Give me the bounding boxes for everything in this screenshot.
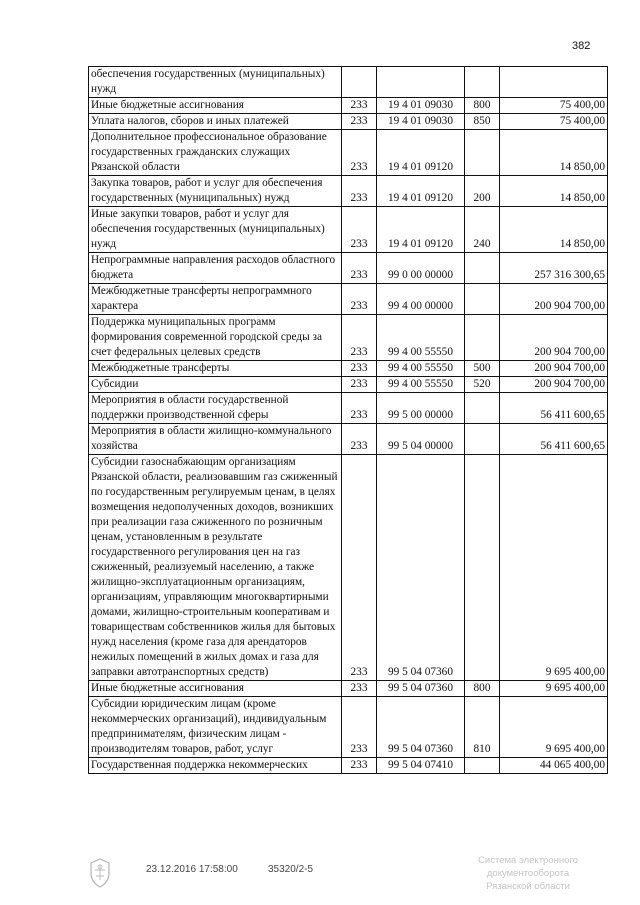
- cell-expense-type: [465, 393, 500, 424]
- cell-expense-type: [465, 424, 500, 455]
- cell-target-article: 99 4 00 55550: [377, 377, 465, 393]
- cell-ministry-code: 233: [342, 114, 377, 130]
- cell-target-article: 19 4 01 09030: [377, 98, 465, 114]
- cell-ministry-code: 233: [342, 207, 377, 253]
- budget-table-body: [89, 67, 608, 774]
- cell-ministry-code: [342, 67, 377, 98]
- cell-amount: 14 850,00: [500, 130, 608, 176]
- cell-amount: 9 695 400,00: [500, 681, 608, 697]
- cell-name: Субсидии газоснабжающим организациям Рязанской области, реализовавшим газ сжиженный по государственным регулируемым ценам, в целях возмещения недополученных доходов, возникших при реализации газа сжиженного по розничным ценам, установленным в результате государственного регулирования цен на газ сжиженный, реализуемый населению, а также жилищно-эксплуатационным организациям, организациям, управляющим многоквартирными домами, жилищно-строительным кооперативам и товариществам собственников жилья для бытовых нужд населения (кроме газа для арендаторов нежилых помещений в жилых домах и газа для заправки автотранспортных средств): [89, 455, 342, 681]
- cell-name: Уплата налогов, сборов и иных платежей: [89, 114, 342, 130]
- budget-table: [88, 66, 608, 774]
- cell-amount: 200 904 700,00: [500, 315, 608, 361]
- cell-name: Субсидии юридическим лицам (кроме некоммерческих организаций), индивидуальным предпринимателям, физическим лицам - производителям товаров, работ, услуг: [89, 697, 342, 758]
- stamp-line-1: Система электронного документооборота: [478, 855, 578, 879]
- cell-expense-type: [465, 315, 500, 361]
- cell-expense-type: [465, 130, 500, 176]
- cell-name: Межбюджетные трансферты: [89, 361, 342, 377]
- cell-ministry-code: 233: [342, 377, 377, 393]
- cell-expense-type: [465, 253, 500, 284]
- cell-ministry-code: 233: [342, 176, 377, 207]
- table-row: [89, 130, 608, 176]
- cell-amount: 14 850,00: [500, 176, 608, 207]
- cell-target-article: 19 4 01 09030: [377, 114, 465, 130]
- cell-amount: 200 904 700,00: [500, 361, 608, 377]
- cell-expense-type: 850: [465, 114, 500, 130]
- cell-amount: 200 904 700,00: [500, 377, 608, 393]
- cell-name: Дополнительное профессиональное образование государственных гражданских служащих Рязанской области: [89, 130, 342, 176]
- stamp-line-2: Рязанской области: [486, 881, 570, 892]
- cell-ministry-code: 233: [342, 393, 377, 424]
- watermark-stamp: [438, 854, 618, 893]
- cell-amount: 14 850,00: [500, 207, 608, 253]
- cell-ministry-code: 233: [342, 98, 377, 114]
- cell-name: Субсидии: [89, 377, 342, 393]
- cell-expense-type: 800: [465, 681, 500, 697]
- cell-expense-type: [465, 455, 500, 681]
- document-number: 35320/2-5: [268, 864, 314, 875]
- table-row: [89, 377, 608, 393]
- cell-name: Иные бюджетные ассигнования: [89, 681, 342, 697]
- cell-expense-type: 200: [465, 176, 500, 207]
- cell-ministry-code: 233: [342, 697, 377, 758]
- cell-name: Непрограммные направления расходов областного бюджета: [89, 253, 342, 284]
- table-row: [89, 98, 608, 114]
- cell-target-article: 99 5 04 07360: [377, 681, 465, 697]
- table-row: [89, 114, 608, 130]
- cell-expense-type: 500: [465, 361, 500, 377]
- table-row: [89, 284, 608, 315]
- cell-name: Мероприятия в области государственной поддержки производственной сферы: [89, 393, 342, 424]
- cell-name: Закупка товаров, работ и услуг для обеспечения государственных (муниципальных) нужд: [89, 176, 342, 207]
- cell-amount: 9 695 400,00: [500, 697, 608, 758]
- cell-expense-type: [465, 758, 500, 774]
- cell-amount: 257 316 300,65: [500, 253, 608, 284]
- cell-name: Мероприятия в области жилищно-коммунального хозяйства: [89, 424, 342, 455]
- cell-ministry-code: 233: [342, 455, 377, 681]
- cell-target-article: 99 4 00 55550: [377, 361, 465, 377]
- cell-amount: 9 695 400,00: [500, 455, 608, 681]
- table-row: [89, 758, 608, 774]
- document-date: 23.12.2016 17:58:00: [146, 864, 238, 875]
- cell-amount: 44 065 400,00: [500, 758, 608, 774]
- cell-target-article: 99 5 04 00000: [377, 424, 465, 455]
- table-row: [89, 681, 608, 697]
- cell-ministry-code: 233: [342, 253, 377, 284]
- table-row: [89, 253, 608, 284]
- table-row: [89, 207, 608, 253]
- table-row: [89, 361, 608, 377]
- cell-name: Межбюджетные трансферты непрограммного характера: [89, 284, 342, 315]
- cell-amount: 200 904 700,00: [500, 284, 608, 315]
- cell-ministry-code: 233: [342, 681, 377, 697]
- cell-ministry-code: 233: [342, 315, 377, 361]
- cell-name: Поддержка муниципальных программ формирования современной городской среды за счет федеральных целевых средств: [89, 315, 342, 361]
- cell-amount: 75 400,00: [500, 114, 608, 130]
- table-row: [89, 697, 608, 758]
- cell-target-article: [377, 67, 465, 98]
- cell-target-article: 99 5 04 07360: [377, 697, 465, 758]
- cell-target-article: 19 4 01 09120: [377, 176, 465, 207]
- page-number: 382: [572, 40, 591, 52]
- cell-amount: [500, 67, 608, 98]
- coat-of-arms-icon: [88, 858, 112, 888]
- cell-target-article: 99 5 04 07410: [377, 758, 465, 774]
- cell-expense-type: [465, 67, 500, 98]
- cell-target-article: 99 5 00 00000: [377, 393, 465, 424]
- cell-expense-type: 810: [465, 697, 500, 758]
- cell-name: Иные бюджетные ассигнования: [89, 98, 342, 114]
- cell-target-article: 19 4 01 09120: [377, 207, 465, 253]
- table-row: [89, 315, 608, 361]
- cell-ministry-code: 233: [342, 361, 377, 377]
- cell-expense-type: 520: [465, 377, 500, 393]
- cell-target-article: 99 5 04 07360: [377, 455, 465, 681]
- table-row: [89, 424, 608, 455]
- cell-expense-type: 240: [465, 207, 500, 253]
- cell-ministry-code: 233: [342, 758, 377, 774]
- cell-name: обеспечения государственных (муниципальных) нужд: [89, 67, 342, 98]
- cell-ministry-code: 233: [342, 284, 377, 315]
- cell-target-article: 99 0 00 00000: [377, 253, 465, 284]
- page-footer: [88, 852, 618, 892]
- table-row: [89, 67, 608, 98]
- table-row: [89, 393, 608, 424]
- cell-target-article: 19 4 01 09120: [377, 130, 465, 176]
- cell-amount: 56 411 600,65: [500, 424, 608, 455]
- cell-amount: 75 400,00: [500, 98, 608, 114]
- cell-expense-type: 800: [465, 98, 500, 114]
- table-row: [89, 455, 608, 681]
- cell-target-article: 99 4 00 55550: [377, 315, 465, 361]
- table-row: [89, 176, 608, 207]
- cell-name: Иные закупки товаров, работ и услуг для обеспечения государственных (муниципальных) нужд: [89, 207, 342, 253]
- cell-expense-type: [465, 284, 500, 315]
- cell-amount: 56 411 600,65: [500, 393, 608, 424]
- cell-ministry-code: 233: [342, 130, 377, 176]
- cell-target-article: 99 4 00 00000: [377, 284, 465, 315]
- cell-ministry-code: 233: [342, 424, 377, 455]
- cell-name: Государственная поддержка некоммерческих: [89, 758, 342, 774]
